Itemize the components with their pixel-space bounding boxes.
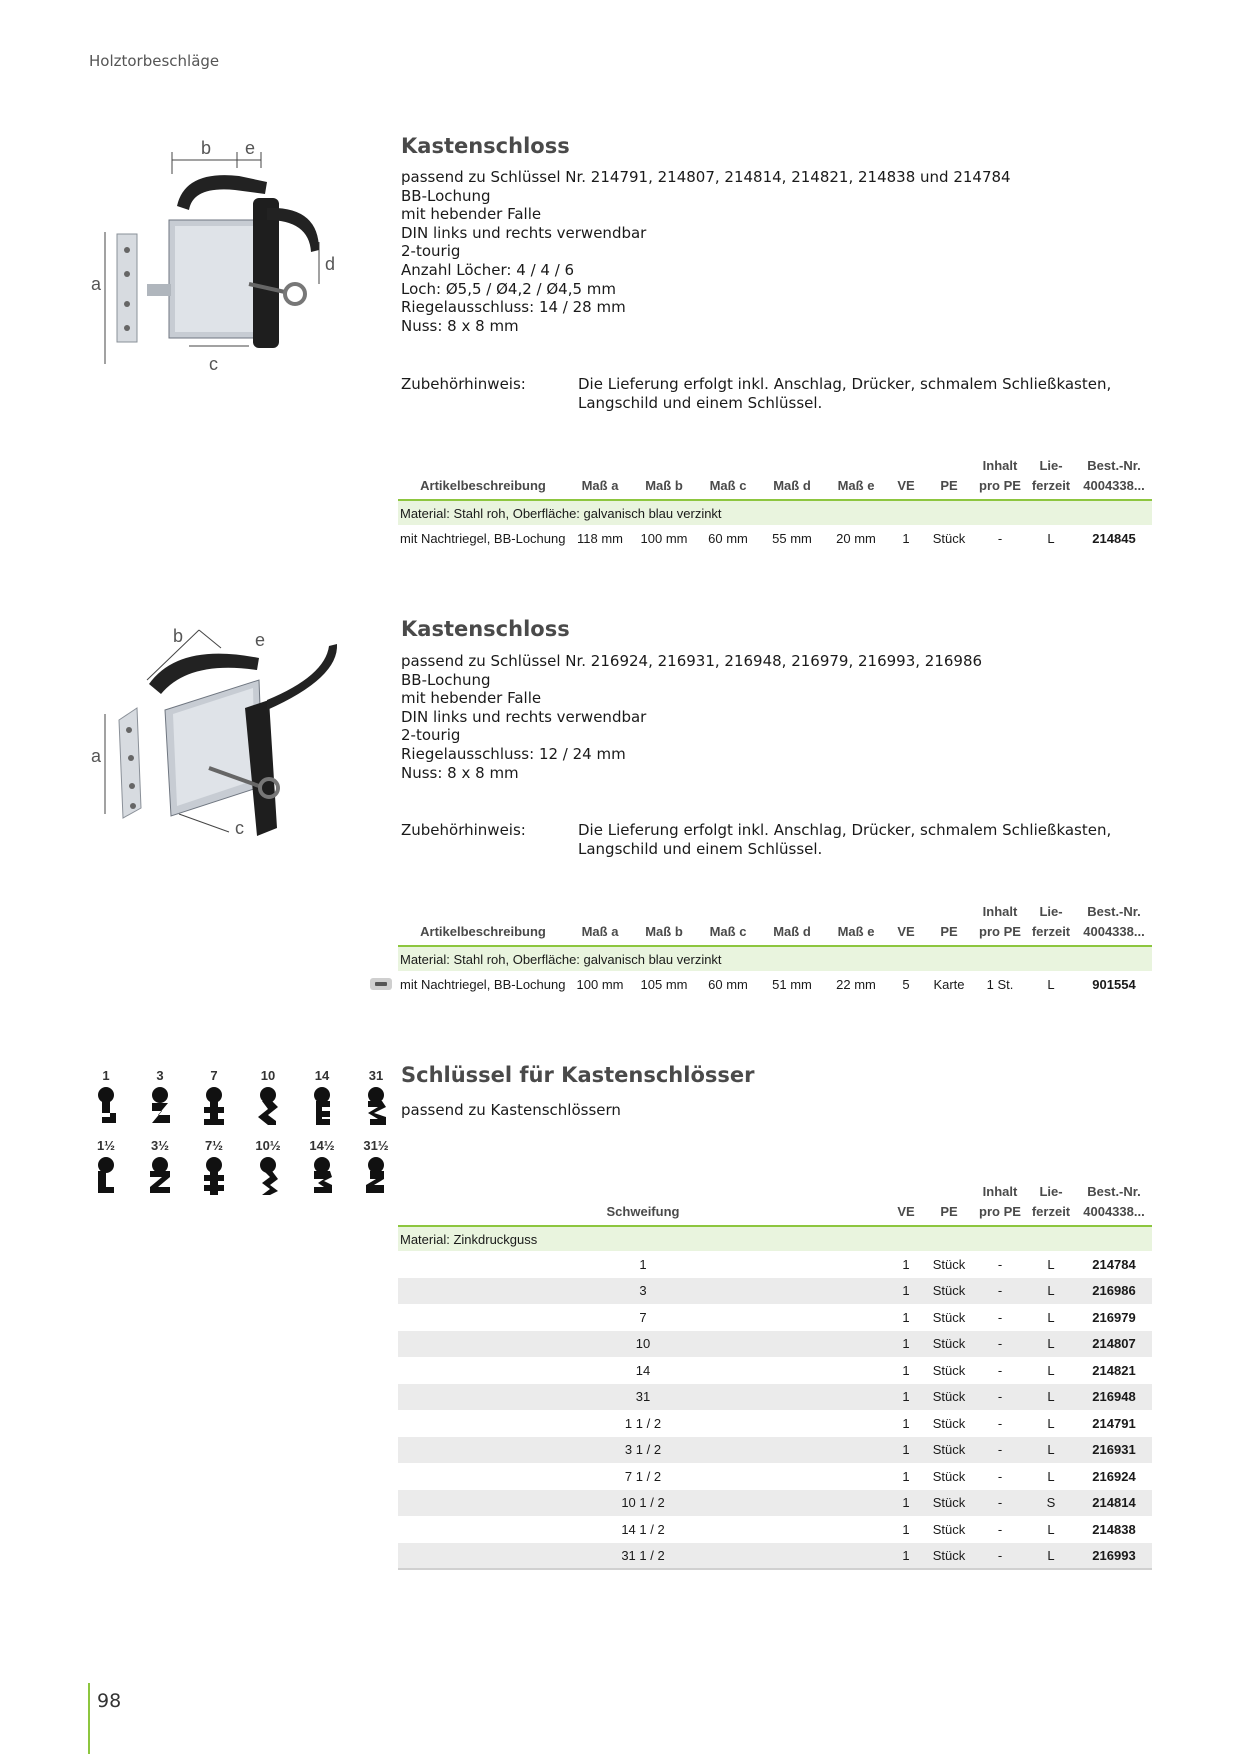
col-header: Maß c: [696, 456, 760, 500]
spec-table-keys: [398, 1182, 1152, 1570]
feature-list-3: [401, 1101, 621, 1120]
cell: L: [1047, 1521, 1055, 1537]
feature-item: mit hebender Falle: [401, 689, 542, 708]
spec-table-2: [398, 902, 1152, 998]
cell: 1 St.: [986, 976, 1014, 992]
material-row: [398, 946, 1152, 971]
feature-item: Nuss: 8 x 8 mm: [401, 763, 519, 782]
key-bit-icon: [248, 1153, 288, 1203]
col-header: PE: [924, 1182, 974, 1226]
cell-order-number: 216979: [1092, 1309, 1136, 1325]
table-header-row: [398, 902, 1152, 946]
page-accent-bar: [88, 1683, 90, 1754]
key-profile: [248, 1068, 288, 1137]
cell: Stück: [932, 1468, 966, 1484]
col-header: PE: [924, 902, 974, 946]
feature-item: passend zu Schlüssel Nr. 214791, 214807, 214814, 214821, 214838 und 214784: [401, 168, 1011, 186]
col-header: Maß a: [568, 902, 632, 946]
cell: 22 mm: [836, 976, 876, 992]
col-header: Maß e: [824, 456, 888, 500]
cell: 5: [902, 976, 910, 992]
table-row: [398, 1278, 1152, 1305]
col-header: Artikelbeschreibung: [398, 456, 568, 500]
col-header: VE: [888, 902, 924, 946]
cell-order-number: 214784: [1092, 1256, 1136, 1272]
cell: Stück: [924, 1384, 974, 1411]
cell: 118 mm: [577, 530, 623, 546]
col-header: Best.-Nr. 4004338...: [1076, 456, 1152, 500]
table-row: [398, 1384, 1152, 1411]
running-head: Holztorbeschläge: [89, 52, 220, 70]
feature-item: mit hebender Falle: [401, 205, 542, 224]
col-header: Maß a: [568, 456, 632, 500]
cell-order-number: 216948: [1076, 1384, 1152, 1411]
cell: -: [997, 1521, 1003, 1537]
table-header-row: [398, 1182, 1152, 1226]
cell-schweifung: 14 1 / 2: [621, 1521, 665, 1537]
cell-order-number: 901554: [1092, 976, 1136, 992]
col-header: Lie- ferzeit: [1026, 902, 1076, 946]
cell-order-number: 214791: [1092, 1415, 1136, 1431]
cell: -: [997, 1309, 1003, 1325]
cell: L: [1047, 1468, 1055, 1484]
dim-label-e: e: [245, 138, 256, 158]
feature-list-1: [401, 168, 1011, 335]
key-profile: [194, 1138, 234, 1207]
cell: 20 mm: [836, 530, 876, 546]
key-number: 10: [260, 1068, 276, 1083]
cell: Stück: [924, 1490, 974, 1517]
key-number: 3½: [150, 1138, 170, 1153]
feature-item: 2-tourig: [401, 726, 461, 745]
lock-drawing: [89, 618, 379, 840]
key-bit-icon: [86, 1083, 126, 1133]
col-header: Maß d: [760, 902, 824, 946]
key-number: 7½: [204, 1138, 224, 1153]
cell: -: [974, 1384, 1026, 1411]
key-number: 3: [156, 1068, 164, 1083]
table-row: [398, 1543, 1152, 1570]
dim-label-b: b: [201, 138, 212, 158]
cell-description: mit Nachtriegel, BB-Lochung: [400, 530, 566, 546]
product-title-3: Schlüssel für Kastenschlösser: [401, 1063, 755, 1087]
material-cell: Material: Zinkdruckguss: [398, 1226, 1152, 1251]
key-number: 14: [314, 1068, 330, 1083]
key-bit-icon: [140, 1153, 180, 1203]
col-header: Best.-Nr. 4004338...: [1076, 902, 1152, 946]
cell-order-number: 214807: [1076, 1331, 1152, 1358]
accessory-label-2: Zubehörhinweis:: [401, 821, 526, 839]
cell: L: [1047, 530, 1055, 546]
cell: Stück: [932, 1415, 966, 1431]
key-number: 1: [102, 1068, 110, 1083]
cell: Stück: [932, 1256, 966, 1272]
cell: 1: [888, 1437, 924, 1464]
cell: -: [974, 1331, 1026, 1358]
table-row: [398, 1463, 1152, 1490]
cell-schweifung: 10 1 / 2: [398, 1490, 888, 1517]
feature-item: Riegelausschluss: 14 / 28 mm: [401, 298, 626, 317]
cell: 60 mm: [708, 976, 748, 992]
cell: 55 mm: [772, 530, 812, 546]
cell-schweifung: 7: [639, 1309, 647, 1325]
material-cell: Material: Stahl roh, Oberfläche: galvanisch blau verzinkt: [398, 500, 1152, 525]
col-header: Maß e: [824, 902, 888, 946]
cell: 1: [888, 1384, 924, 1411]
product-title-2: Kastenschloss: [401, 617, 570, 641]
cell: L: [1047, 1415, 1055, 1431]
key-number: 31½: [363, 1138, 389, 1153]
feature-item: passend zu Schlüssel Nr. 216924, 216931, 216948, 216979, 216993, 216986: [401, 652, 983, 670]
key-profile: [302, 1068, 342, 1137]
accessory-text-2: Die Lieferung erfolgt inkl. Anschlag, Drücker, schmalem Schließkasten, Langschild und einem Schlüssel.: [578, 821, 1112, 858]
key-profile: [356, 1138, 396, 1207]
lock-drawing: [89, 134, 379, 374]
cell: L: [1026, 1543, 1076, 1570]
cell: 1: [902, 1468, 910, 1484]
cell-order-number: 214821: [1092, 1362, 1136, 1378]
accessory-label-1: Zubehörhinweis:: [401, 375, 526, 393]
key-bit-icon: [86, 1153, 126, 1203]
cell: -: [997, 1415, 1003, 1431]
col-header: VE: [888, 1182, 924, 1226]
cell-order-number: 216993: [1076, 1543, 1152, 1570]
col-header: Inhalt pro PE: [974, 902, 1026, 946]
key-bit-icon: [194, 1083, 234, 1133]
key-profile: [356, 1068, 396, 1137]
key-bit-icon: [248, 1083, 288, 1133]
table-row: [398, 1410, 1152, 1437]
cell: -: [974, 1490, 1026, 1517]
key-bit-icon: [140, 1083, 180, 1133]
cell-schweifung: 1: [639, 1256, 647, 1272]
cell-order-number: 216931: [1076, 1437, 1152, 1464]
cell: Stück: [924, 1437, 974, 1464]
table-row: [398, 525, 1152, 552]
table-row: [398, 1490, 1152, 1517]
cell: L: [1026, 1437, 1076, 1464]
cell: L: [1026, 1278, 1076, 1305]
key-profile: [194, 1068, 234, 1137]
cell-schweifung: 14: [635, 1362, 651, 1378]
cell: Karte: [933, 976, 965, 992]
cell-order-number: 214838: [1092, 1521, 1136, 1537]
cell-schweifung: 3: [398, 1278, 888, 1305]
product-title-1: Kastenschloss: [401, 134, 570, 158]
col-header: Inhalt pro PE: [974, 456, 1026, 500]
col-header: Maß b: [632, 902, 696, 946]
key-profile: [140, 1138, 180, 1207]
table-header-row: [398, 456, 1152, 500]
cell-order-number: 214814: [1076, 1490, 1152, 1517]
key-number: 10½: [255, 1138, 281, 1153]
key-bit-icon: [302, 1153, 342, 1203]
feature-item: Loch: Ø5,5 / Ø4,2 / Ø4,5 mm: [401, 279, 617, 298]
table-row: [398, 1331, 1152, 1358]
cell: 51 mm: [772, 976, 812, 992]
cell: L: [1026, 1384, 1076, 1411]
cell: -: [974, 1278, 1026, 1305]
dim-label-e: e: [255, 630, 266, 650]
material-row: [398, 1226, 1152, 1251]
key-profile: [86, 1138, 126, 1207]
col-header: Maß c: [696, 902, 760, 946]
material-row: [398, 500, 1152, 525]
cell-schweifung: 31 1 / 2: [398, 1543, 888, 1570]
cell: -: [974, 1437, 1026, 1464]
spec-table-1: [398, 456, 1152, 552]
cell: 60 mm: [708, 530, 748, 546]
cell: 1: [888, 1490, 924, 1517]
key-bit-icon: [194, 1153, 234, 1203]
cell: L: [1026, 1331, 1076, 1358]
cell: -: [997, 1256, 1003, 1272]
cell: -: [997, 1362, 1003, 1378]
cell: 100 mm: [576, 976, 624, 992]
key-number: 31: [368, 1068, 384, 1083]
cell-order-number: 216924: [1092, 1468, 1136, 1484]
dim-label-a: a: [91, 274, 102, 294]
cell-description: mit Nachtriegel, BB-Lochung: [400, 976, 566, 992]
key-profile: [140, 1068, 180, 1137]
cell: L: [1047, 1362, 1055, 1378]
table-row: [398, 1357, 1152, 1384]
col-header: VE: [888, 456, 924, 500]
cell-order-number: 216986: [1076, 1278, 1152, 1305]
table-row: [398, 1304, 1152, 1331]
table-row: [398, 1516, 1152, 1543]
dim-label-b: b: [173, 626, 184, 646]
cell: 1: [888, 1543, 924, 1570]
feature-item: DIN links und rechts verwendbar: [401, 707, 647, 726]
feature-item: 2-tourig: [401, 242, 461, 261]
key-profile-grid: [86, 1068, 389, 1208]
cell-schweifung: 10: [398, 1331, 888, 1358]
col-header: Best.-Nr. 4004338...: [1076, 1182, 1152, 1226]
cell: 1: [902, 1309, 910, 1325]
key-profile: [302, 1138, 342, 1207]
col-header: Lie- ferzeit: [1026, 456, 1076, 500]
packaging-card-icon: [370, 978, 392, 990]
key-bit-icon: [356, 1153, 396, 1203]
cell: L: [1047, 976, 1055, 992]
feature-item: Riegelausschluss: 12 / 24 mm: [401, 744, 626, 763]
cell-order-number: 214845: [1092, 530, 1136, 546]
cell: -: [974, 1543, 1026, 1570]
dim-label-c: c: [235, 818, 244, 838]
cell: Stück: [924, 1543, 974, 1570]
cell: Stück: [932, 1521, 966, 1537]
cell: L: [1047, 1309, 1055, 1325]
key-number: 1½: [96, 1138, 116, 1153]
product-image-lock-1: [89, 134, 379, 374]
feature-item: BB-Lochung: [401, 186, 491, 205]
material-cell: Material: Stahl roh, Oberfläche: galvanisch blau verzinkt: [398, 946, 1152, 971]
col-header: Artikelbeschreibung: [398, 902, 568, 946]
cell-schweifung: 7 1 / 2: [624, 1468, 662, 1484]
feature-list-2: [401, 652, 982, 782]
key-profile: [86, 1068, 126, 1137]
key-profile: [248, 1138, 288, 1207]
cell: 1: [902, 1415, 910, 1431]
col-header: Maß d: [760, 456, 824, 500]
cell: Stück: [932, 530, 966, 546]
col-header: PE: [924, 456, 974, 500]
key-number: 14½: [309, 1138, 335, 1153]
table-row: [398, 971, 1152, 998]
accessory-text-1: Die Lieferung erfolgt inkl. Anschlag, Drücker, schmalem Schließkasten, Langschild und einem Schlüssel.: [578, 375, 1112, 412]
cell-schweifung: 31: [398, 1384, 888, 1411]
cell: 100 mm: [640, 530, 688, 546]
cell-schweifung: 3 1 / 2: [398, 1437, 888, 1464]
cell-schweifung: 1 1 / 2: [624, 1415, 662, 1431]
dim-label-c: c: [209, 354, 218, 374]
feature-item: Anzahl Löcher: 4 / 4 / 6: [401, 260, 575, 279]
feature-item: DIN links und rechts verwendbar: [401, 223, 647, 242]
cell: 1: [902, 1521, 910, 1537]
cell: 1: [888, 1331, 924, 1358]
cell: -: [997, 530, 1003, 546]
cell: 1: [902, 1256, 910, 1272]
cell: Stück: [924, 1331, 974, 1358]
cell: 105 mm: [640, 976, 688, 992]
feature-item: BB-Lochung: [401, 670, 491, 689]
product-image-lock-2: [89, 618, 379, 840]
feature-item: passend zu Kastenschlössern: [401, 1101, 621, 1119]
page-number: 98: [97, 1690, 122, 1712]
col-header: Schweifung: [398, 1182, 888, 1226]
cell: Stück: [924, 1278, 974, 1305]
feature-item: Nuss: 8 x 8 mm: [401, 316, 519, 335]
col-header: Maß b: [632, 456, 696, 500]
cell: -: [997, 1468, 1003, 1484]
cell: S: [1026, 1490, 1076, 1517]
cell: 1: [888, 1278, 924, 1305]
key-number: 7: [210, 1068, 218, 1083]
table-row: [398, 1437, 1152, 1464]
cell: 1: [902, 530, 910, 546]
dim-label-d: d: [325, 254, 336, 274]
dim-label-a: a: [91, 746, 102, 766]
cell: Stück: [932, 1309, 966, 1325]
key-bit-icon: [356, 1083, 396, 1133]
key-bit-icon: [302, 1083, 342, 1133]
cell: L: [1047, 1256, 1055, 1272]
cell: Stück: [932, 1362, 966, 1378]
cell: 1: [902, 1362, 910, 1378]
table-row: [398, 1251, 1152, 1278]
col-header: Inhalt pro PE: [974, 1182, 1026, 1226]
col-header: Lie- ferzeit: [1026, 1182, 1076, 1226]
